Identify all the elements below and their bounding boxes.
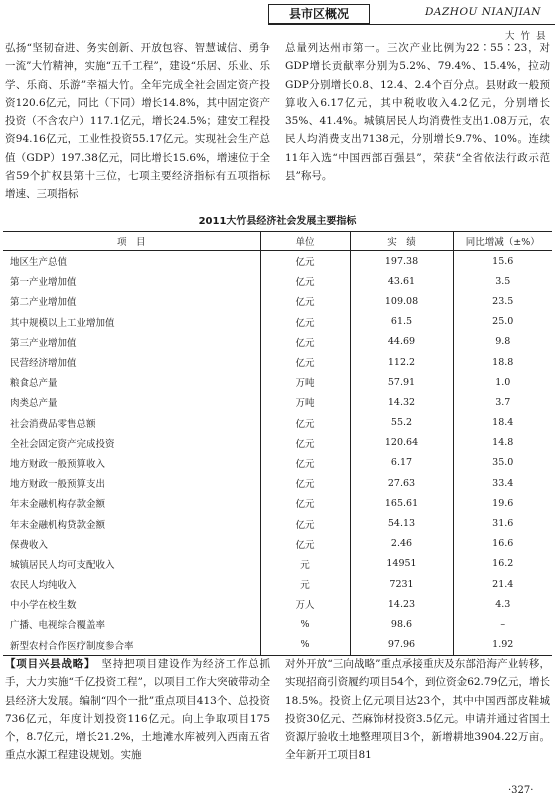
cell-item: 年末金融机构贷款金额 (10, 519, 106, 531)
cell-value: 197.38 (350, 251, 453, 272)
intro-paragraph-left: 弘扬“坚韧奋进、务实创新、开放包容、智慧诚信、勇争一流”大竹精神，实施“五千工程”，建设“乐居、乐业、乐学、乐商、乐游”幸福大竹。全年完成全社会固定资产投资120.6亿元，同比（下同）增长14.8%，其中固定资产投资（不含农户）117.1亿元，增长24.5%；建安工程投资94.16亿元，工业性投资55.17亿元。实现社会生产总值（GDP）197.38亿元，同比增长15.6%，增速位于全省59个扩权县第十三位，七项主要经济指标有五项指标增速、三项指标 (5, 42, 270, 201)
cell-growth: 21.4 (453, 574, 552, 594)
cell-item: 全社会固定资产完成投资 (10, 438, 115, 450)
project-text-right (285, 655, 550, 765)
table-row (3, 332, 552, 352)
header-unit: 单位 (260, 232, 350, 251)
table-row (3, 594, 552, 614)
intro-text-right (285, 39, 550, 185)
cell-value: 98.6 (350, 614, 453, 634)
cell-item: 社会消费品零售总额 (10, 418, 96, 430)
header-growth: 同比增减（±%） (453, 232, 552, 251)
table-title: 2011大竹县经济社会发展主要指标 (198, 216, 357, 227)
table-row (3, 271, 552, 291)
cell-unit: % (260, 614, 350, 634)
cell-item: 第二产业增加值 (10, 297, 77, 309)
cell-unit: 亿元 (260, 473, 350, 493)
table-row (3, 635, 552, 656)
indicators-table (3, 231, 552, 656)
cell-item: 保费收入 (10, 539, 49, 551)
cell-growth: 9.8 (453, 332, 552, 352)
cell-item: 农民人均纯收入 (10, 580, 77, 592)
cell-unit: 亿元 (260, 493, 350, 513)
cell-unit: 亿元 (260, 453, 350, 473)
header-rule (268, 24, 555, 25)
cell-growth: 14.8 (453, 433, 552, 453)
cell-growth: 33.4 (453, 473, 552, 493)
cell-unit: % (260, 635, 350, 656)
table-row (3, 413, 552, 433)
cell-value: 55.2 (350, 413, 453, 433)
cell-value: 61.5 (350, 312, 453, 332)
intro-paragraph-right: 总量列达州市第一。三次产业比例为22∶55∶23，对GDP增长贡献率分别为5.2%、79.4%、15.4%，拉动GDP分别增长0.8、12.4、2.4个百分点。县财政一般预算收入6.17亿元，其中税收收入4.2亿元，分别增长35%、41.4%。城镇居民人均消费性支出1.08万元，农民人均消费支出7138元，分别增长9.7%、10%。连续11年入选“中国西部百强县”，荣获“全省依法行政示范县”称号。 (285, 42, 550, 183)
cell-item: 年末金融机构存款金额 (10, 499, 106, 511)
table-header-row (3, 232, 552, 251)
table-row (3, 574, 552, 594)
project-paragraph-left (5, 655, 270, 765)
cell-value: 27.63 (350, 473, 453, 493)
cell-growth: 16.2 (453, 554, 552, 574)
cell-item: 第三产业增加值 (10, 337, 77, 349)
project-body: 坚持把项目建设作为经济工作总抓手，大力实施“千亿投资工程”，以项目工作大突破带动全县经济大发展。编制“四个一批”重点项目413个、总投资736亿元，年度计划投资116亿元。向上争取项目175个，8.7亿元，增长21.2%，土地滩水库被列入西南五省重点水源工程建设规划。实施 (5, 658, 271, 762)
cell-value: 2.46 (350, 534, 453, 554)
county-name: 大竹县 (505, 31, 552, 42)
cell-item: 第一产业增加值 (10, 277, 77, 289)
cell-value: 44.69 (350, 332, 453, 352)
table-row (3, 433, 552, 453)
cell-item: 地区生产总值 (10, 257, 68, 269)
table-row (3, 352, 552, 372)
intro-text-left (5, 39, 270, 204)
cell-unit: 万人 (260, 594, 350, 614)
project-paragraph-right: 对外开放“三向战略”重点承接重庆及东部沿海产业转移，实现招商引资履约项目54个，到位资金62.79亿元，增长18.5%。投资上亿元项目达23个，其中中国西部皮鞋城投资30亿元、苎麻饰材投资3.5亿元。申请并通过省国土资源厅验收土地整理项目3个，新增耕地3904.22万亩。全年新开工项目81 (285, 658, 550, 762)
cell-growth: 3.7 (453, 392, 552, 412)
cell-unit: 亿元 (260, 513, 350, 533)
table-row (3, 554, 552, 574)
cell-unit: 亿元 (260, 332, 350, 352)
cell-unit: 亿元 (260, 352, 350, 372)
table-row (3, 372, 552, 392)
table-row (3, 513, 552, 533)
table-row (3, 312, 552, 332)
cell-unit: 亿元 (260, 312, 350, 332)
cell-growth: 23.5 (453, 291, 552, 311)
cell-unit: 万吨 (260, 372, 350, 392)
cell-value: 43.61 (350, 271, 453, 291)
cell-item: 地方财政一般预算支出 (10, 479, 106, 491)
cell-value: 57.91 (350, 372, 453, 392)
cell-value: 109.08 (350, 291, 453, 311)
page-header (0, 0, 555, 40)
cell-unit: 亿元 (260, 271, 350, 291)
cell-value: 7231 (350, 574, 453, 594)
cell-growth: 16.6 (453, 534, 552, 554)
cell-unit: 亿元 (260, 433, 350, 453)
cell-growth: 15.6 (453, 251, 552, 272)
cell-item: 新型农村合作医疗制度参合率 (3, 635, 260, 656)
cell-value: 97.96 (350, 635, 453, 656)
table-row (3, 453, 552, 473)
table-row (3, 534, 552, 554)
yearbook-name: DAZHOU NIANJIAN (425, 6, 541, 18)
cell-growth: 1.0 (453, 372, 552, 392)
cell-item: 地方财政一般预算收入 (10, 458, 106, 470)
table-row (3, 291, 552, 311)
header-item: 项 目 (3, 232, 260, 251)
cell-item: 城镇居民人均可支配收入 (10, 559, 115, 571)
cell-item: 粮食总产量 (10, 378, 58, 390)
cell-growth: 1.92 (453, 635, 552, 656)
cell-value: 54.13 (350, 513, 453, 533)
cell-item: 广播、电视综合覆盖率 (10, 620, 106, 632)
cell-growth: 3.5 (453, 271, 552, 291)
cell-growth: 19.6 (453, 493, 552, 513)
cell-unit: 元 (260, 574, 350, 594)
cell-growth: 4.3 (453, 594, 552, 614)
table-row (3, 493, 552, 513)
cell-value: 14.32 (350, 392, 453, 412)
cell-unit: 亿元 (260, 291, 350, 311)
section-title: 县市区概况 (268, 4, 370, 24)
cell-unit: 亿元 (260, 251, 350, 272)
cell-item: 其中规模以上工业增加值 (10, 317, 115, 329)
cell-value: 112.2 (350, 352, 453, 372)
cell-item: 中小学在校生数 (10, 600, 77, 612)
table-row (3, 473, 552, 493)
cell-growth: 18.4 (453, 413, 552, 433)
cell-unit: 万吨 (260, 392, 350, 412)
cell-value: 14951 (350, 554, 453, 574)
header-value: 实 绩 (350, 232, 453, 251)
cell-growth: – (453, 614, 552, 634)
cell-growth: 25.0 (453, 312, 552, 332)
cell-item: 民营经济增加值 (10, 358, 77, 370)
cell-unit: 元 (260, 554, 350, 574)
cell-value: 120.64 (350, 433, 453, 453)
project-text-left (5, 655, 270, 765)
cell-unit: 亿元 (260, 534, 350, 554)
table-row (3, 614, 552, 634)
project-heading: 【项目兴县战略】 (5, 658, 91, 670)
cell-growth: 18.8 (453, 352, 552, 372)
table-row (3, 392, 552, 412)
page-number: ·327· (508, 785, 534, 796)
table-row (3, 251, 552, 272)
cell-growth: 31.6 (453, 513, 552, 533)
cell-value: 165.61 (350, 493, 453, 513)
cell-value: 6.17 (350, 453, 453, 473)
cell-unit: 亿元 (260, 413, 350, 433)
cell-item: 肉类总产量 (10, 398, 58, 410)
cell-value: 14.23 (350, 594, 453, 614)
cell-growth: 35.0 (453, 453, 552, 473)
